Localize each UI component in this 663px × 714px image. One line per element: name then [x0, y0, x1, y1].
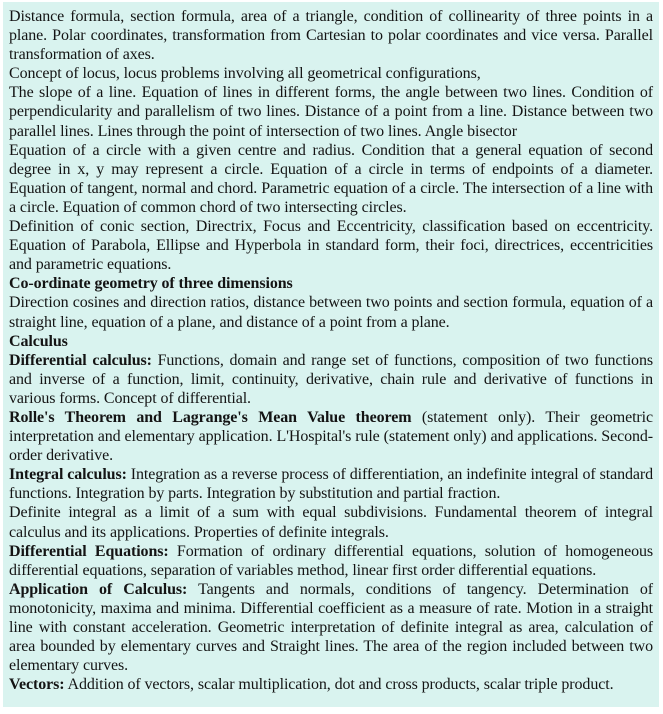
syllabus-paragraph-differential-calculus — [9, 351, 653, 408]
paragraph-lead: Integral calculus: — [9, 466, 127, 484]
syllabus-paragraph — [9, 83, 653, 140]
syllabus-paragraph-integral-calculus — [9, 465, 653, 503]
paragraph-text: Distance formula, section formula, area of a triangle, condition of collinearity of three points in a plane. Polar coordinates, transformation from Cartesian to polar coordinates and vice versa. Parallel transformation of axes. — [9, 8, 653, 64]
syllabus-paragraph-application-of-calculus — [9, 580, 653, 675]
syllabus-paragraph-vectors — [9, 675, 653, 694]
syllabus-paragraph-differential-equations — [9, 542, 653, 580]
section-heading-coordinate-geometry-3d — [9, 274, 653, 293]
syllabus-text-block — [3, 2, 659, 707]
paragraph-lead: Differential Equations: — [9, 542, 169, 560]
paragraph-text: Functions, domain and range set of functions, composition of two functions and inverse of a function, limit, continuity, derivative, chain rule and derivative of functions in various forms. Concept of differential. — [9, 351, 653, 407]
paragraph-text: (statement only). Their geometric interpretation and elementary application. L'Hospital's rule (statement only) and applications. Second-order derivative. — [9, 408, 653, 465]
syllabus-paragraph — [9, 293, 653, 331]
paragraph-text: Integration as a reverse process of differentiation, an indefinite integral of standard functions. Integration by parts. Integration by substitution and partial fraction. — [9, 466, 654, 503]
paragraph-text: Tangents and normals, conditions of tangency. Determination of monotonicity, maxima and minima. Differential coefficient as a measure of rate. Motion in a straight line with constant acceleration. Geometric interpretation of definite integral as area, calculation of area bounded by elementary curves and Straight lines. The area of the region included between two elementary curves. — [9, 580, 653, 675]
paragraph-text: Definite integral as a limit of a sum with equal subdivisions. Fundamental theorem of integral calculus and its applications. Properties of definite integrals. — [9, 504, 653, 541]
syllabus-paragraph — [9, 141, 653, 217]
paragraph-text: Formation of ordinary differential equations, solution of homogeneous differential equations, separation of variables method, linear first order differential equations. — [9, 542, 653, 579]
paragraph-text: Direction cosines and direction ratios, distance between two points and section formula, equation of a straight line, equation of a plane, and distance of a point from a plane. — [9, 294, 653, 331]
paragraph-text: The slope of a line. Equation of lines in different forms, the angle between two lines. Condition of perpendicularity and parallelism of two lines. Distance of a point from a line. Distance between two parallel lines. Lines through the point of intersection of two lines. Angle bisector — [9, 84, 653, 140]
syllabus-paragraph — [9, 7, 653, 64]
syllabus-paragraph — [9, 64, 653, 83]
paragraph-lead: Differential calculus: — [9, 351, 152, 369]
section-heading-calculus — [9, 332, 653, 351]
paragraph-text: Definition of conic section, Directrix, Focus and Eccentricity, classification based on eccentricity. Equation of Parabola, Ellipse and Hyperbola in standard form, their foci, directrices, eccentricities and parametric equations. — [9, 218, 653, 274]
paragraph-lead: Application of Calculus: — [9, 580, 188, 598]
paragraph-lead: Vectors: — [9, 676, 65, 694]
syllabus-paragraph-rolles-theorem — [9, 408, 653, 465]
syllabus-paragraph — [9, 217, 653, 274]
paragraph-text: Concept of locus, locus problems involving all geometrical configurations, — [9, 65, 481, 83]
syllabus-paragraph — [9, 503, 653, 541]
paragraph-text: Addition of vectors, scalar multiplication, dot and cross products, scalar triple product. — [64, 676, 614, 694]
heading-text: Co-ordinate geometry of three dimensions — [9, 275, 293, 293]
heading-text: Calculus — [9, 332, 68, 350]
paragraph-text: Equation of a circle with a given centre and radius. Condition that a general equation of second degree in x, y may represent a circle. Equation of a circle in terms of endpoints of a diameter. Equation of tangent, normal and chord. Parametric equation of a circle. The intersection of a line with a circle. Equation of common chord of two intersecting circles. — [9, 141, 653, 216]
paragraph-lead: Rolle's Theorem and Lagrange's Mean Value theorem — [9, 408, 412, 426]
